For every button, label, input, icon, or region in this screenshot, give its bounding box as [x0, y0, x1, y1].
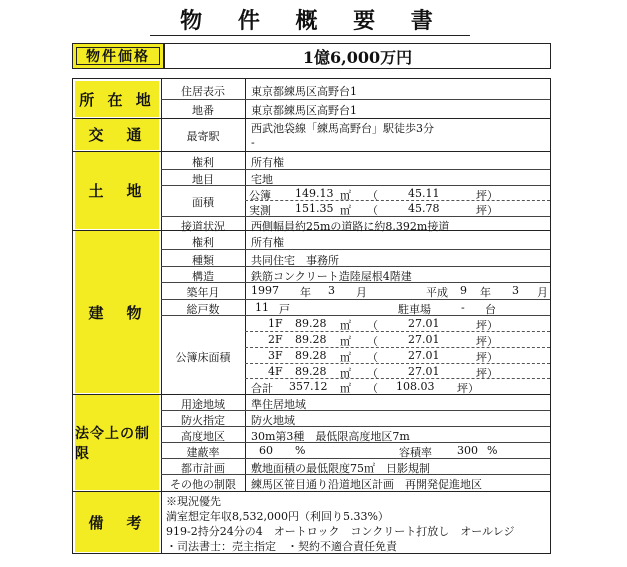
paren-close: ） — [487, 351, 498, 364]
unit-tsubo: 坪 — [476, 351, 487, 364]
zoning-label: 用途地域 — [181, 398, 225, 411]
floor-name: 1F — [268, 317, 283, 330]
paren-close: ） — [487, 335, 498, 348]
unit-sqm: ㎡ — [340, 382, 351, 395]
divider-label — [245, 79, 246, 491]
unit-sqm: ㎡ — [340, 204, 351, 217]
unit-tsubo: 坪 — [476, 189, 487, 202]
floor-tsubo: 27.01 — [408, 349, 440, 362]
built-month: 3 — [328, 284, 335, 297]
paren-close: ） — [487, 189, 498, 202]
section-transport — [75, 119, 159, 150]
address-display-value: 東京都練馬区高野台1 — [251, 85, 357, 98]
building-right-label: 権利 — [192, 236, 214, 249]
city-plan-label: 都市計画 — [181, 462, 225, 475]
section-remarks — [75, 492, 159, 552]
unit-sqm: ㎡ — [340, 367, 351, 380]
paren-open: （ — [367, 319, 378, 332]
land-registry-sqm: 149.13 — [295, 187, 334, 200]
floor-sqm: 89.28 — [295, 333, 327, 346]
built-year: 1997 — [251, 284, 279, 297]
land-category-label: 地目 — [192, 173, 214, 186]
property-table — [72, 78, 551, 554]
price-value: 1億6,000万円 — [164, 43, 551, 69]
divider-sub — [245, 363, 550, 364]
floor-name: 4F — [268, 365, 283, 378]
paren-open: （ — [367, 351, 378, 364]
fire-value: 防火地域 — [251, 414, 295, 427]
unit-tsubo: 坪 — [476, 335, 487, 348]
city-plan-value: 敷地面積の最低限度75㎡ 日影規制 — [251, 462, 430, 475]
divider-row — [73, 151, 550, 152]
other-restrictions-label: その他の制限 — [170, 478, 236, 491]
floor-total-tsubo: 108.03 — [396, 380, 435, 393]
divider-sub — [245, 347, 550, 348]
era-month: 3 — [512, 284, 519, 297]
parking-label: 駐車場 — [398, 303, 431, 316]
document-title: 物 件 概 要 書 — [180, 8, 447, 34]
lot-number-label: 地番 — [192, 104, 214, 117]
floor-name: 2F — [268, 333, 283, 346]
units-value: 11 — [255, 301, 269, 314]
land-area-label: 面積 — [192, 196, 214, 209]
land-category-value: 宅地 — [251, 173, 273, 186]
percent-sign: % — [487, 444, 498, 457]
paren-close: ） — [487, 319, 498, 332]
era-label: 平成 — [426, 286, 448, 299]
land-registry-tsubo: 45.11 — [408, 187, 440, 200]
address-display-label: 住居表示 — [181, 85, 225, 98]
year-char: 年 — [300, 286, 311, 299]
bcr-label: 建蔽率 — [186, 446, 220, 459]
unit-tsubo: 坪 — [476, 367, 487, 380]
units-label: 総戸数 — [186, 303, 220, 316]
paren-open: （ — [367, 367, 378, 380]
price-label: 物件価格 — [76, 47, 160, 65]
far-value: 300 — [457, 444, 478, 457]
section-remarks-title: 備 考 — [88, 513, 146, 532]
section-location-title: 所 在 地 — [79, 90, 155, 109]
floor-sqm: 89.28 — [295, 349, 327, 362]
floor-tsubo: 27.01 — [408, 317, 440, 330]
paren-close: ） — [468, 382, 479, 395]
paren-open: （ — [367, 189, 378, 202]
percent-sign: % — [295, 444, 306, 457]
station-line1: 西武池袋線「練馬高野台」駅徒歩3分 — [251, 122, 434, 135]
section-land-title: 土 地 — [88, 182, 146, 200]
section-location — [75, 81, 159, 117]
units-char: 戸 — [279, 303, 290, 316]
section-building — [75, 231, 159, 393]
divider-sub — [161, 99, 550, 100]
floor-name: 3F — [268, 349, 283, 362]
divider-sub — [245, 200, 550, 201]
building-right-value: 所有権 — [251, 236, 284, 249]
unit-tsubo: 坪 — [457, 382, 468, 395]
unit-sqm: ㎡ — [340, 319, 351, 332]
section-land — [75, 152, 159, 229]
paren-open: （ — [367, 382, 378, 395]
section-transport-title: 交 通 — [88, 126, 146, 144]
unit-tsubo: 坪 — [476, 319, 487, 332]
floor-total-sqm: 357.12 — [289, 380, 328, 393]
height-district-label: 高度地区 — [181, 430, 225, 443]
land-actual-label: 実測 — [249, 204, 271, 217]
remark-line: 919-2持分24分の4 オートロック コンクリート打放し オールレジ — [166, 525, 515, 538]
land-right-label: 権利 — [192, 156, 214, 169]
floor-tsubo: 27.01 — [408, 333, 440, 346]
land-actual-sqm: 151.35 — [295, 202, 334, 215]
title-underline — [150, 35, 470, 36]
paren-open: （ — [367, 335, 378, 348]
remark-line: 満室想定年収8,532,000円（利回り5.33%） — [166, 510, 389, 523]
built-date-label: 築年月 — [186, 286, 220, 299]
zoning-value: 準住居地域 — [251, 398, 306, 411]
lot-number-value: 東京都練馬区高野台1 — [251, 104, 357, 117]
parking-char: 台 — [485, 303, 496, 316]
divider-sub — [245, 378, 550, 379]
paren-close: ） — [487, 367, 498, 380]
station-line2: - — [251, 136, 255, 149]
parking-value: - — [461, 301, 465, 314]
section-legal — [75, 395, 159, 490]
bcr-value: 60 — [259, 444, 273, 457]
land-actual-tsubo: 45.78 — [408, 202, 440, 215]
floor-sqm: 89.28 — [295, 317, 327, 330]
month-char: 月 — [537, 286, 548, 299]
paren-close: ） — [487, 204, 498, 217]
road-label: 接道状況 — [181, 220, 225, 233]
floor-tsubo: 27.01 — [408, 365, 440, 378]
floor-total-label: 合計 — [251, 382, 273, 395]
unit-sqm: ㎡ — [340, 351, 351, 364]
building-type-label: 種類 — [192, 254, 214, 267]
month-char: 月 — [356, 286, 367, 299]
land-registry-label: 公簿 — [249, 189, 271, 202]
floor-area-label: 公簿床面積 — [175, 351, 231, 364]
divider-sub — [245, 331, 550, 332]
unit-sqm: ㎡ — [340, 335, 351, 348]
station-label: 最寄駅 — [186, 130, 220, 143]
building-structure-value: 鉄筋コンクリート造陸屋根4階建 — [251, 270, 412, 283]
building-structure-label: 構造 — [192, 270, 214, 283]
floor-sqm: 89.28 — [295, 365, 327, 378]
section-building-title: 建 物 — [88, 303, 146, 322]
building-type-value: 共同住宅 事務所 — [251, 254, 339, 267]
remark-line: ※現況優先 — [166, 495, 221, 508]
fire-label: 防火指定 — [181, 414, 225, 427]
year-char: 年 — [480, 286, 491, 299]
divider-row — [73, 118, 550, 119]
height-district-value: 30m第3種 最低限高度地区7m — [251, 430, 410, 443]
land-right-value: 所有権 — [251, 156, 284, 169]
far-label: 容積率 — [399, 446, 432, 459]
unit-sqm: ㎡ — [340, 189, 351, 202]
remark-line: ・司法書士：売主指定 ・契約不適合責任免責 — [166, 540, 397, 553]
section-legal-title: 法令上の制限 — [75, 425, 150, 462]
era-year: 9 — [460, 284, 467, 297]
other-restrictions-value: 練馬区笹目通り沿道地区計画 再開発促進地区 — [251, 478, 482, 491]
road-value: 西側幅員約25mの道路に約8.392m接道 — [251, 220, 450, 233]
paren-open: （ — [367, 204, 378, 217]
unit-tsubo: 坪 — [476, 204, 487, 217]
price-label-box — [72, 43, 164, 69]
